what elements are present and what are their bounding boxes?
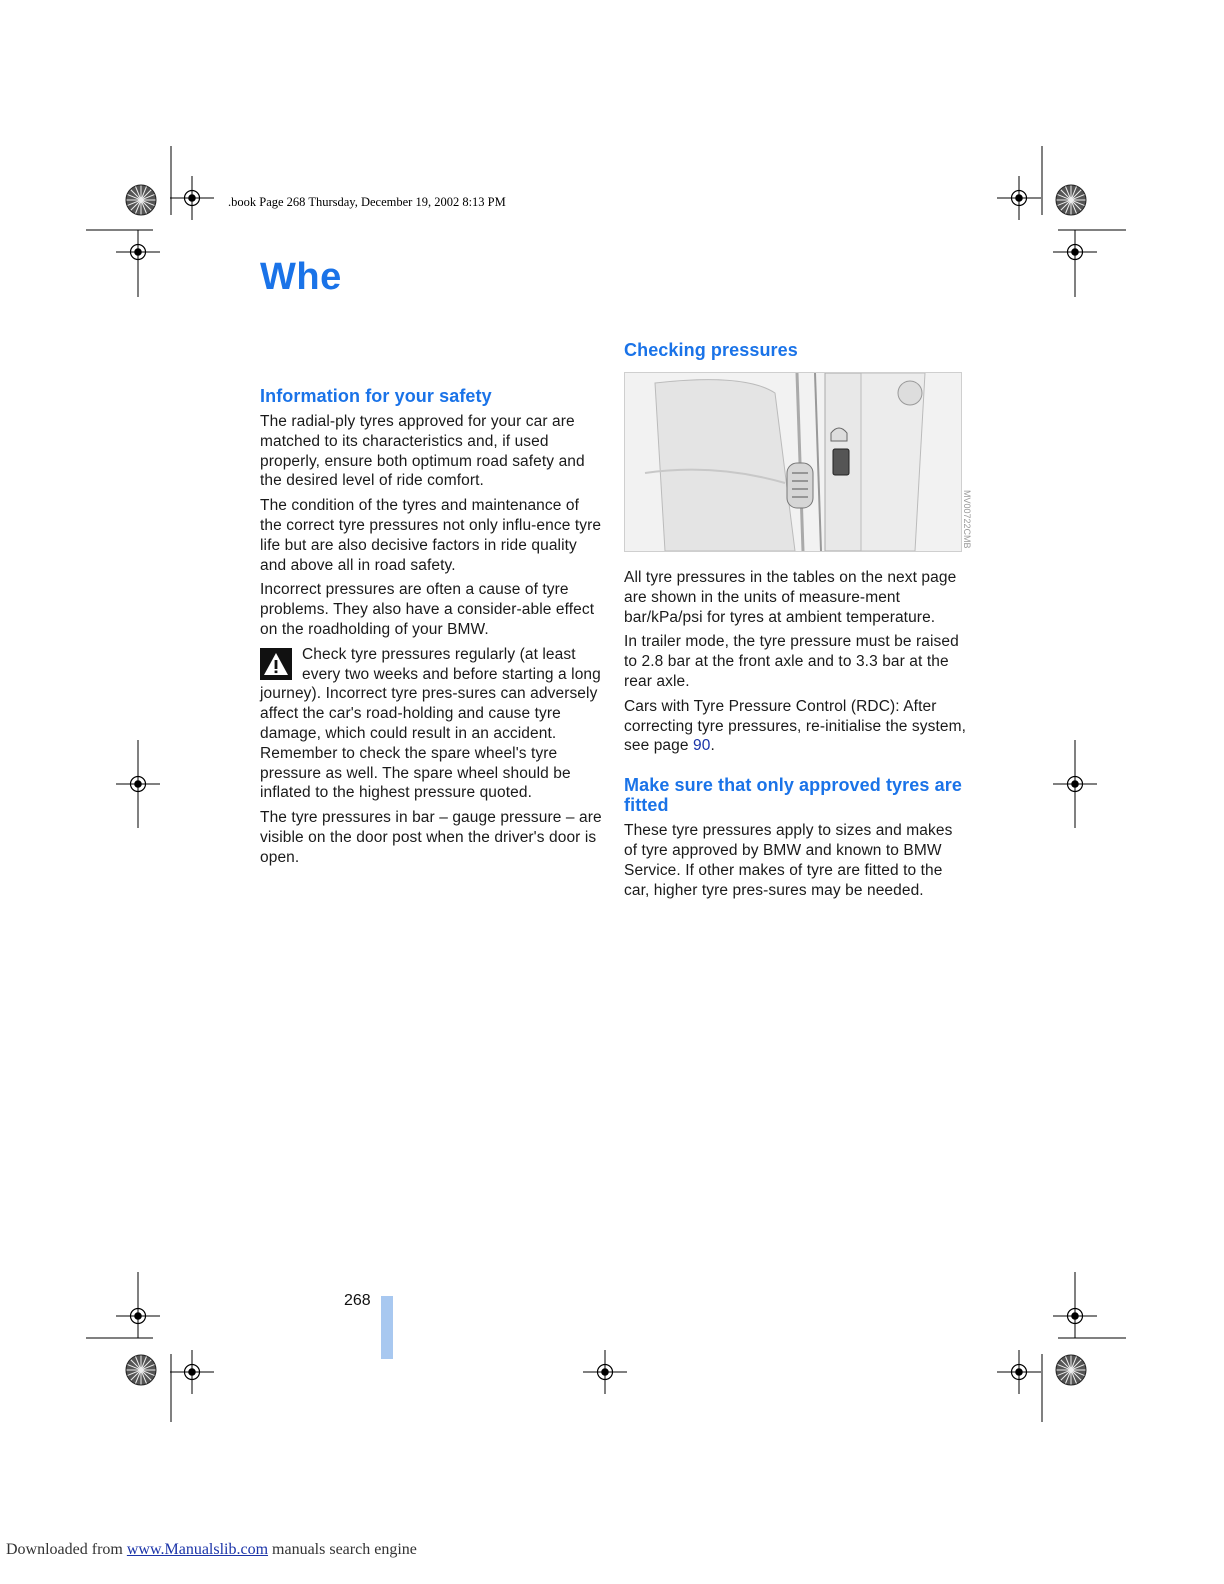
registration-mark-icon [583, 1350, 627, 1394]
registration-mark-icon [126, 1355, 156, 1385]
registration-mark-icon [116, 230, 160, 274]
paragraph: The condition of the tyres and maintenance of the correct tyre pressures not only influ-ence tyre life but are also decisive factors in ride quality and above all in road safety. [260, 497, 602, 574]
page-number: 268 [344, 1292, 371, 1309]
door-post-figure [624, 372, 962, 552]
warning-note [260, 645, 602, 803]
registration-mark-icon [126, 185, 156, 215]
paragraph: These tyre pressures apply to sizes and makes of tyre approved by BMW and known to BMW Service. If other makes of tyre are fitted to the car, higher tyre pres-sures may be needed. [624, 822, 953, 899]
paragraph: The tyre pressures in bar – gauge pressure – are visible on the door post when the driver's door is open. [260, 809, 602, 866]
warning-triangle-icon [260, 648, 292, 680]
registration-mark-icon [997, 176, 1041, 220]
warning-text-spare-wheel: Remember to check the spare wheel's tyre pressure as well. The spare wheel should be inflated to the highest pressure quoted. [260, 744, 571, 802]
print-header: .book Page 268 Thursday, December 19, 2002 8:13 PM [228, 195, 506, 209]
footer-link[interactable]: www.Manualslib.com [126, 1541, 269, 1558]
paragraph-rdc-text: Cars with Tyre Pressure Control (RDC): After correcting tyre pressures, re-initialise the system, see page [624, 697, 967, 755]
paragraph: Incorrect pressures are often a cause of tyre problems. They also have a consider-able effect on the roadholding of your BMW. [260, 581, 595, 638]
paragraph: The radial-ply tyres approved for your car are matched to its characteristics and, if used properly, ensure both optimum road safety and the desired level of ride comfort. [260, 413, 585, 490]
registration-mark-icon [1056, 185, 1086, 215]
registration-mark-icon [1053, 1294, 1097, 1338]
right-column [624, 340, 966, 905]
paragraph: All tyre pressures in the tables on the next page are shown in the units of measure-ment bar/kPa/psi for tyres at ambient temperature. [624, 569, 957, 626]
figure-code: MV00722CMB [962, 490, 972, 549]
page-title: Whe [260, 256, 342, 298]
registration-mark-icon [1053, 230, 1097, 274]
page-bar [381, 1296, 393, 1359]
registration-mark-icon [170, 1350, 214, 1394]
door-post-illustration [625, 373, 961, 551]
warning-text: Check tyre pressures regularly (at least every two weeks and before starting a long journey). Incorrect tyre pres-sures can adversely affect the car's road-holding and cause tyre damage, which could result in an accident. [260, 645, 601, 742]
registration-mark-icon [170, 176, 214, 220]
paragraph-rdc [624, 697, 966, 756]
footer [6, 1541, 417, 1559]
left-column [260, 386, 602, 873]
paragraph-rdc-suffix: . [710, 737, 715, 755]
footer-suffix: manuals search engine [272, 1541, 417, 1558]
section-heading-safety: Information for your safety [260, 386, 492, 406]
page-link-90[interactable]: 90 [693, 737, 711, 755]
paragraph: In trailer mode, the tyre pressure must be raised to 2.8 bar at the front axle and to 3.3 bar at the rear axle. [624, 633, 959, 690]
registration-mark-icon [1056, 1355, 1086, 1385]
registration-mark-icon [116, 1294, 160, 1338]
section-heading-checking-pressures: Checking pressures [624, 340, 798, 360]
section-heading-approved-tyres: Make sure that only approved tyres are fitted [624, 775, 962, 816]
footer-prefix: Downloaded from [6, 1541, 123, 1558]
registration-mark-icon [997, 1350, 1041, 1394]
